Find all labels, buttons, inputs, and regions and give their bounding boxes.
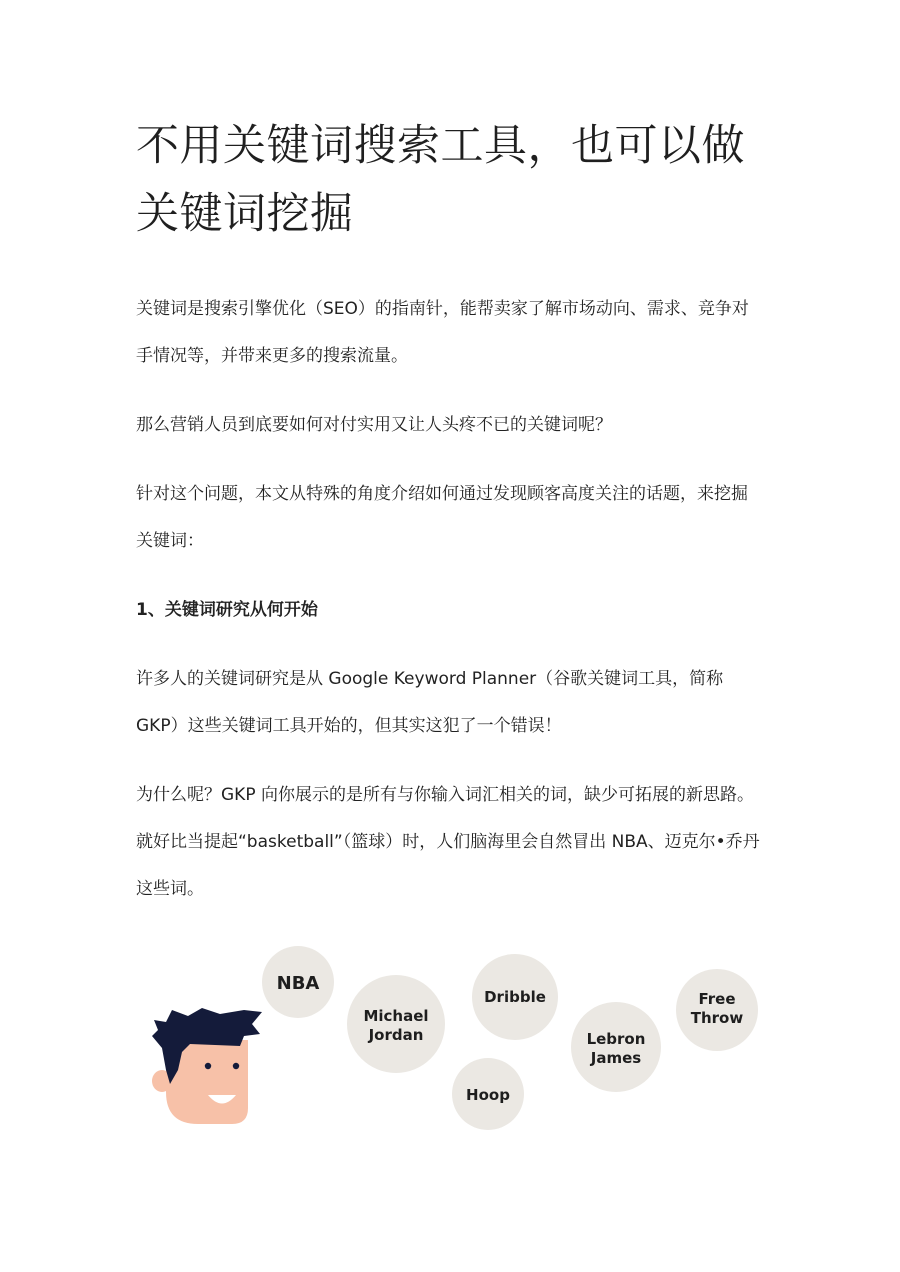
question-paragraph: 那么营销人员到底要如何对付实用又让人头疼不已的关键词呢？ <box>136 415 612 435</box>
bubble-label: NBA <box>276 973 320 994</box>
basketball-keywords-illustration <box>136 940 776 1140</box>
bubble-label-line2: Jordan <box>368 1026 424 1044</box>
bubble-label: Hoop <box>466 1086 510 1104</box>
bubble-label-line2: Throw <box>690 1009 744 1027</box>
bubble-label-line1: Free <box>698 990 736 1008</box>
section-paragraph-gkp: 许多人的关键词研究是从 Google Keyword Planner（谷歌关键词工具，简称 GKP）这些关键词工具开始的，但其实这犯了一个错误！ <box>136 669 724 736</box>
keyword-bubble-dribble <box>472 954 558 1040</box>
bubble-label-line1: Lebron <box>586 1030 646 1048</box>
person-face-icon <box>152 1008 262 1124</box>
article <box>136 112 764 913</box>
bubble-label: Dribble <box>484 988 546 1006</box>
bubble-label-line2: James <box>590 1049 642 1067</box>
left-eye <box>205 1063 211 1069</box>
article-title: 不用关键词搜索工具，也可以做关键词挖掘 <box>136 121 745 239</box>
approach-paragraph: 针对这个问题，本文从特殊的角度介绍如何通过发现顾客高度关注的话题，来挖掘关键词： <box>136 484 748 551</box>
section-heading: 1、关键词研究从何开始 <box>136 600 318 620</box>
keyword-bubble-lebron-james <box>571 1002 661 1092</box>
keyword-bubble-michael-jordan <box>347 975 445 1073</box>
keyword-bubble-hoop <box>452 1058 524 1130</box>
keyword-bubble-free-throw <box>676 969 758 1051</box>
keyword-bubble-nba <box>262 946 334 1018</box>
section-paragraph-why: 为什么呢？GKP 向你展示的是所有与你输入词汇相关的词，缺少可拓展的新思路。就好比当提起“basketball”（篮球）时，人们脑海里会自然冒出 NBA、迈克尔•乔丹这些词。 <box>136 785 760 899</box>
intro-paragraph: 关键词是搜索引擎优化（SEO）的指南针，能帮卖家了解市场动向、需求、竞争对手情况等，并带来更多的搜索流量。 <box>136 299 749 366</box>
right-eye <box>233 1063 239 1069</box>
illustration-svg <box>136 940 776 1140</box>
bubble-label-line1: Michael <box>363 1007 429 1025</box>
